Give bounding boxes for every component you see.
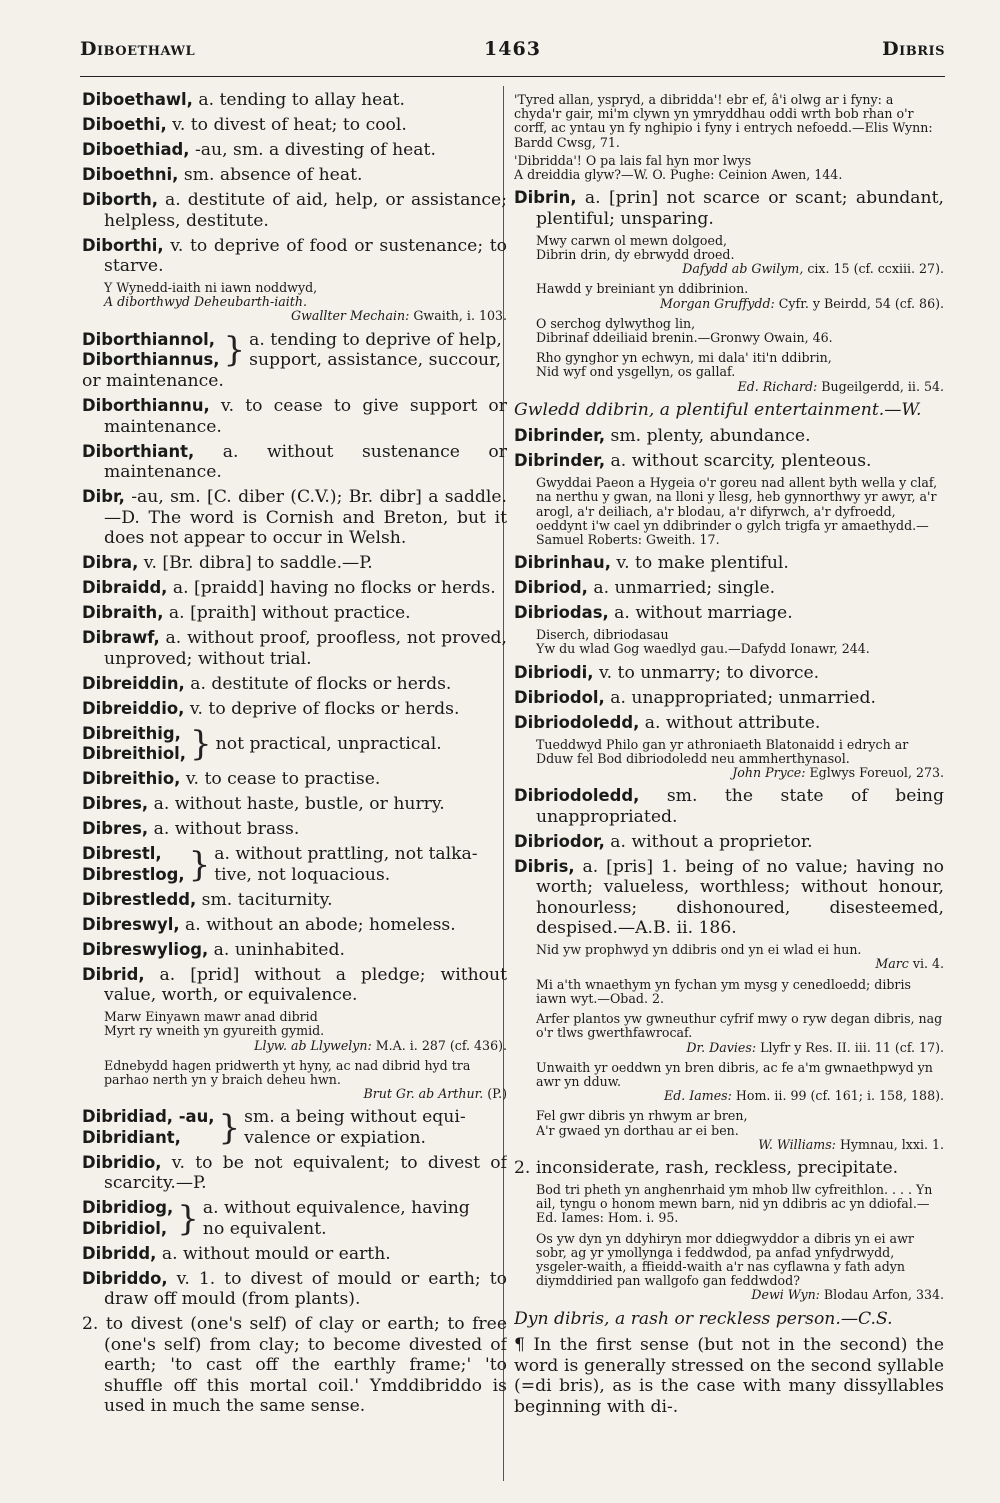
right-column xyxy=(514,90,944,1483)
definition: a. without brass. xyxy=(148,819,300,840)
dictionary-entry xyxy=(514,188,944,229)
headword: Dibreswyliog, xyxy=(82,939,209,959)
headword: Diborthiannol, xyxy=(82,329,215,349)
headword: Dibridd, xyxy=(82,1243,157,1263)
citation xyxy=(536,738,944,781)
definition: a. without equivalence, having xyxy=(202,1198,470,1219)
citation-line: Dibrinaf ddeiliaid brenin.—Gronwy Owain, 46. xyxy=(536,329,833,345)
definition: support, assistance, succour, xyxy=(249,350,501,371)
citation xyxy=(536,628,944,656)
definition: no equivalent. xyxy=(202,1218,327,1239)
dictionary-entry xyxy=(514,451,944,472)
headword: Dibraith, xyxy=(82,603,164,623)
headword: Diboethawl, xyxy=(82,90,193,109)
headword: Dibr, xyxy=(82,487,125,507)
citation-line: A dreiddia glyw?—W. O. Pughe: Ceinion Awen, 144. xyxy=(514,167,843,183)
dictionary-entry xyxy=(82,90,507,111)
citation-source: John Pryce: Eglwys Foreuol, 273. xyxy=(732,765,944,781)
headword: Dibris, xyxy=(514,856,575,876)
citation-line: Gwyddai Paeon a Hygeia o'r goreu nad allent byth wella y claf, na nerthu y gwan, na lloni y llesg, heb gynnorthwy yr awyr, a'r arogl, a'r deiliach, a'r blodau, a'r difyrwch, a'r dyfroedd, oeddynt i'w cael yn ddibrinder o gylch trigfa yr amaethydd.—Samuel Roberts: Gweith. 17. xyxy=(536,475,938,548)
citation-source: W. Williams: Hymnau, lxxi. 1. xyxy=(758,1136,944,1152)
citation xyxy=(536,943,944,971)
definition: a. without proof, proofless, not proved, unproved; without trial. xyxy=(104,628,507,669)
headword: Dibres, xyxy=(82,819,149,839)
definition: a. without a proprietor. xyxy=(604,831,813,852)
citation xyxy=(536,282,944,310)
citation-source: Brut Gr. ab Arthur. (P.) xyxy=(363,1086,507,1102)
citation-line: Mwy carwn ol mewn dolgoed, xyxy=(536,232,728,248)
citation xyxy=(536,234,944,277)
citation-source: Morgan Gruffydd: Cyfr. y Beirdd, 54 (cf. 86). xyxy=(660,295,944,311)
dictionary-entry xyxy=(82,553,507,574)
definition: a. without mould or earth. xyxy=(156,1243,391,1264)
dictionary-entry xyxy=(82,603,507,624)
left-column xyxy=(82,90,507,1483)
dictionary-entry xyxy=(514,553,944,574)
headword: Dibrid, xyxy=(82,964,145,984)
headword: Diboethiad, xyxy=(82,140,190,159)
definition: a. without haste, bustle, or hurry. xyxy=(148,794,445,815)
citation-line: Arfer plantos yw gwneuthur cyfrif mwy o ryw degan dibris, nag o'r tlws gwerthfawrocaf. xyxy=(536,1011,943,1041)
headword: Dibreiddio, xyxy=(82,698,185,718)
citation-line: Fel gwr dibris yn rhwym ar bren, xyxy=(536,1108,748,1124)
headword: Dibres, xyxy=(82,794,149,814)
citation-line: 'Tyred allan, yspryd, a dibridda'! ebr ef, â'i olwg ar i fyny: a chyda'r gair, mi'm clywn yn ymryddhau oddi wrth bob rhan o'r corff, ac yntau yn fy nghipio i fyny i entrych nefoedd.—Elis Wynn: Bardd Cwsg, 71. xyxy=(514,92,933,150)
citation xyxy=(514,93,944,182)
headword: Diborth, xyxy=(82,190,159,209)
headword: Dibreithiol, xyxy=(82,744,187,764)
definition: sm. a being without equi- xyxy=(244,1107,466,1128)
dictionary-entry xyxy=(82,115,507,136)
citation xyxy=(536,476,944,547)
definition: v. to deprive of flocks or herds. xyxy=(184,698,460,719)
headword: Dibriodor, xyxy=(514,831,605,851)
headword: Dibrinhau, xyxy=(514,553,611,573)
entry-group xyxy=(82,330,507,371)
headword: Dibrinder, xyxy=(514,451,606,471)
dictionary-entry xyxy=(82,965,507,1006)
dictionary-entry xyxy=(514,426,944,447)
page-number: 1463 xyxy=(484,38,541,60)
citation-line: Yw du wlad Gog waedlyd gau.—Dafydd Ionawr, 244. xyxy=(536,641,870,657)
entry-group xyxy=(82,1198,507,1239)
dictionary-entry xyxy=(82,396,507,437)
definition: v. to unmarry; to divorce. xyxy=(593,662,820,683)
headword: Dibriodoledd, xyxy=(514,712,640,732)
sense-2: 2. to divest (one's self) of clay or earth; to free (one's self) from clay; to become divested of earth; 'to cast off the earthly frame;' 'to shuffle off this mortal coil.' Ymddibriddo is used in much the same sense. xyxy=(82,1314,507,1417)
dictionary-entry xyxy=(82,1244,507,1265)
citation-source: Ed. Richard: Bugeilgerdd, ii. 54. xyxy=(737,378,944,394)
dictionary-entry xyxy=(82,236,507,277)
citation-source: Llyw. ab Llywelyn: M.A. i. 287 (cf. 436). xyxy=(254,1037,507,1053)
citation-line: O serchog dylwythog lin, xyxy=(536,315,696,331)
dictionary-entry xyxy=(514,713,944,734)
dictionary-entry xyxy=(514,832,944,853)
headword: Diboethi, xyxy=(82,115,167,134)
dictionary-entry xyxy=(82,890,507,911)
definition: not practical, unpractical. xyxy=(215,733,442,754)
definition: a. [prid] without a pledge; without value, worth, or equivalence. xyxy=(104,964,507,1006)
citation xyxy=(536,1232,944,1303)
citation xyxy=(536,1012,944,1055)
headword: Diborthiant, xyxy=(82,441,195,461)
brace: } xyxy=(177,1198,199,1239)
definition: sm. plenty, abundance. xyxy=(605,426,811,447)
definition: -au, sm. a divesting of heat. xyxy=(189,140,436,160)
citation-line: Y Wynedd-iaith ni iawn noddwyd, xyxy=(104,280,318,295)
dictionary-entry xyxy=(82,442,507,483)
dictionary-entry xyxy=(82,769,507,790)
brace: } xyxy=(190,724,212,765)
definition: or maintenance. xyxy=(82,371,224,392)
dictionary-entry xyxy=(82,699,507,720)
citation-line: Nid yw prophwyd yn ddibris ond yn ei wlad ei hun. xyxy=(536,942,862,958)
headword: Dibriodas, xyxy=(514,603,609,623)
headword: Dibriodol, xyxy=(514,687,605,707)
header-left-guide-word: Diboethawl xyxy=(80,38,196,60)
idiom: Gwledd ddibrin, a plentiful entertainment.—W. xyxy=(514,399,922,420)
headword: Dibrinder, xyxy=(514,426,606,446)
headword: Dibrawf, xyxy=(82,628,160,648)
dictionary-entry xyxy=(82,165,507,186)
dictionary-entry xyxy=(82,819,507,840)
citation xyxy=(536,1061,944,1104)
definition: a. [praidd] having no flocks or herds. xyxy=(167,578,496,599)
dictionary-entry xyxy=(82,190,507,231)
definition: a. tending to allay heat. xyxy=(192,90,405,110)
definition: a. [prin] not scarce or scant; abundant, plentiful; unsparing. xyxy=(536,188,944,229)
definition: a. without attribute. xyxy=(639,712,821,733)
headword: Dibra, xyxy=(82,553,139,573)
headword: Dibridio, xyxy=(82,1152,162,1172)
dictionary-entry xyxy=(82,1153,507,1194)
citation-line: Myrt ry wneith yn gyureith gymid. xyxy=(104,1023,325,1039)
citation xyxy=(104,1010,507,1053)
citation-line: Nid wyf ond ysgellyn, os gallaf. xyxy=(536,364,736,380)
headword: Dibreithio, xyxy=(82,769,181,789)
citation-line: 'Dibridda'! O pa lais fal hyn mor lwys xyxy=(514,152,752,168)
headword: Dibreiddin, xyxy=(82,673,185,693)
headword: Dibriodi, xyxy=(514,662,594,682)
headword: Dibrestledd, xyxy=(82,889,197,909)
dictionary-entry xyxy=(82,1269,507,1310)
dictionary-entry xyxy=(82,794,507,815)
headword: Dibridiad, -au, xyxy=(82,1107,215,1127)
dictionary-entry xyxy=(514,663,944,684)
citation-line: Bod tri pheth yn anghenrhaid ym mhob llw cyfreithlon. . . . Yn ail, tyngu o honom mewn barn, nid yn ddibris ac yn ddiofal.—Ed. Iames: Hom. i. 95. xyxy=(536,1181,933,1226)
dictionary-entry xyxy=(82,940,507,961)
dictionary-entry xyxy=(82,487,507,549)
running-header xyxy=(80,30,945,77)
definition: a. without sustenance or maintenance. xyxy=(104,441,507,483)
headword: Dibriodoledd, xyxy=(514,786,640,806)
citation-line: Rho gynghor yn echwyn, mi dala' iti'n ddibrin, xyxy=(536,350,832,366)
headword: Dibridiant, xyxy=(82,1127,181,1147)
definition: a. tending to deprive of help, xyxy=(249,329,502,350)
headword: Dibreithig, xyxy=(82,723,181,743)
citation-source: Marc vi. 4. xyxy=(875,956,944,972)
citation-line: Unwaith yr oeddwn yn bren dibris, ac fe a'm gwnaethpwyd yn awr yn dduw. xyxy=(536,1059,933,1089)
entry-group xyxy=(82,844,507,885)
dictionary-entry xyxy=(82,140,507,161)
citation-line: Diserch, dibriodasau xyxy=(536,627,669,643)
citation-source: Dafydd ab Gwilym, cix. 15 (cf. ccxiii. 27). xyxy=(682,261,944,277)
dictionary-entry xyxy=(514,578,944,599)
citation-line: A'r gwaed yn dorthau ar ei ben. xyxy=(536,1122,739,1138)
dictionary-entry xyxy=(82,915,507,936)
entry-group xyxy=(82,1107,507,1148)
citation-line: Mi a'th wnaethym yn fychan ym mysg y cenedloedd; dibris iawn wyt.—Obad. 2. xyxy=(536,976,911,1006)
citation xyxy=(536,351,944,394)
citation-line: Dibrin drin, dy ebrwydd droed. xyxy=(536,246,735,262)
citation-source: Dr. Davies: Llyfr y Res. II. iii. 11 (cf. 17). xyxy=(686,1039,944,1055)
definition: -au, sm. [C. diber (C.V.); Br. dibr] a saddle.—D. The word is Cornish and Breton, but it does not appear to occur in Welsh. xyxy=(104,487,507,549)
headword: Dibraidd, xyxy=(82,578,168,598)
definition: v. to make plentiful. xyxy=(610,553,789,574)
definition: a. unappropriated; unmarried. xyxy=(604,687,876,708)
definition: a. destitute of flocks or herds. xyxy=(184,673,452,694)
definition: sm. absence of heat. xyxy=(178,165,363,185)
citation-source: Ed. Iames: Hom. ii. 99 (cf. 161; i. 158, 188). xyxy=(664,1088,944,1104)
brace: } xyxy=(218,1107,241,1148)
headword: Dibrestlog, xyxy=(82,864,185,884)
dictionary-entry xyxy=(514,688,944,709)
citation xyxy=(536,317,944,345)
headword: Dibriod, xyxy=(514,578,588,598)
definition: v. to divest of heat; to cool. xyxy=(166,115,407,135)
definition: a. without prattling, not talka- xyxy=(214,844,478,865)
citation-line: Tueddwyd Philo gan yr athroniaeth Blatonaidd i edrych ar Dduw fel Bod dibriodoledd neu ammherthynasol. xyxy=(536,736,909,766)
idiom: Dyn dibris, a rash or reckless person.—C.S. xyxy=(514,1308,893,1329)
citation-source: Gwallter Mechain: Gwaith, i. 103. xyxy=(291,308,507,324)
citation-line: Os yw dyn yn ddyhiryn mor ddiegwyddor a dibris yn ei awr sobr, ag yr ymollynga i feddwdod, pa anfad ynfydrwydd, ysgeler-waith, a ffieidd-waith a'r nas cyflawna y fath adyn diymddiried pan wallgofo gan feddwdod? xyxy=(536,1230,914,1289)
dictionary-entry xyxy=(514,603,944,624)
citation-line: Ednebydd hagen pridwerth yt hyny, ac nad dibrid hyd tra parhao nerth yn y braich deheu hwn. xyxy=(104,1057,471,1087)
definition: v. to deprive of food or sustenance; to starve. xyxy=(104,235,507,276)
citation-line: Hawdd y breiniant yn ddibrinion. xyxy=(536,281,749,297)
headword: Diborthiannu, xyxy=(82,396,210,416)
entry-group xyxy=(82,724,507,765)
definition: a. without an abode; homeless. xyxy=(179,914,456,935)
brace: } xyxy=(188,844,211,885)
usage-note: ¶ In the first sense (but not in the second) the word is generally stressed on the second syllable (=di bris), as is the case with many dissyllables beginning with di-. xyxy=(514,1335,944,1417)
definition: a. destitute of aid, help, or assistance; helpless, destitute. xyxy=(104,190,507,231)
brace: } xyxy=(223,330,246,371)
citation xyxy=(104,281,507,324)
citation xyxy=(536,978,944,1006)
definition: v. to cease to practise. xyxy=(180,769,381,790)
definition: sm. the state of being unappropriated. xyxy=(536,786,944,827)
headword: Dibridiol, xyxy=(82,1218,168,1238)
definition: a. uninhabited. xyxy=(208,939,345,960)
headword: Dibrin, xyxy=(514,188,577,208)
citation-line: Marw Einyawn mawr anad dibrid xyxy=(104,1009,318,1025)
definition: a. without scarcity, plenteous. xyxy=(605,451,872,472)
headword: Dibriddo, xyxy=(82,1268,168,1288)
definition: a. unmarried; single. xyxy=(587,578,776,599)
definition: v. to cease to give support or maintenance. xyxy=(104,396,507,437)
dictionary-entry xyxy=(82,578,507,599)
dictionary-entry xyxy=(82,674,507,695)
definition: a. [pris] 1. being of no value; having no worth; valueless, worthless; without honour, honourless; dishonoured, disesteemed, despised.—A.B. ii. 186. xyxy=(536,856,944,939)
headword: Dibridiog, xyxy=(82,1198,174,1218)
headword: Dibreswyl, xyxy=(82,914,180,934)
definition: v. to be not equivalent; to divest of scarcity.—P. xyxy=(104,1152,507,1194)
definition: valence or expiation. xyxy=(244,1127,427,1148)
sense-2: 2. inconsiderate, rash, reckless, precipitate. xyxy=(514,1157,899,1178)
headword: Diborthiannus, xyxy=(82,350,220,370)
dictionary-entry xyxy=(514,786,944,827)
citation-line: A diborthwyd Deheubarth-iaith. xyxy=(104,294,307,310)
definition: v. 1. to divest of mould or earth; to draw off mould (from plants). xyxy=(104,1268,507,1310)
definition: tive, not loquacious. xyxy=(214,864,391,885)
definition: sm. taciturnity. xyxy=(196,889,333,910)
citation-source: Dewi Wyn: Blodau Arfon, 334. xyxy=(751,1287,944,1303)
headword: Diborthi, xyxy=(82,235,164,255)
citation xyxy=(104,1059,507,1102)
definition: a. without marriage. xyxy=(608,603,793,624)
dictionary-entry xyxy=(514,857,944,939)
citation xyxy=(536,1109,944,1152)
citation xyxy=(536,1183,944,1226)
headword: Dibrestl, xyxy=(82,844,162,864)
headword: Diboethni, xyxy=(82,165,179,184)
definition: v. [Br. dibra] to saddle.—P. xyxy=(138,553,373,574)
header-right-guide-word: Dibris xyxy=(882,38,945,60)
definition: a. [praith] without practice. xyxy=(163,603,411,624)
dictionary-entry xyxy=(82,628,507,669)
